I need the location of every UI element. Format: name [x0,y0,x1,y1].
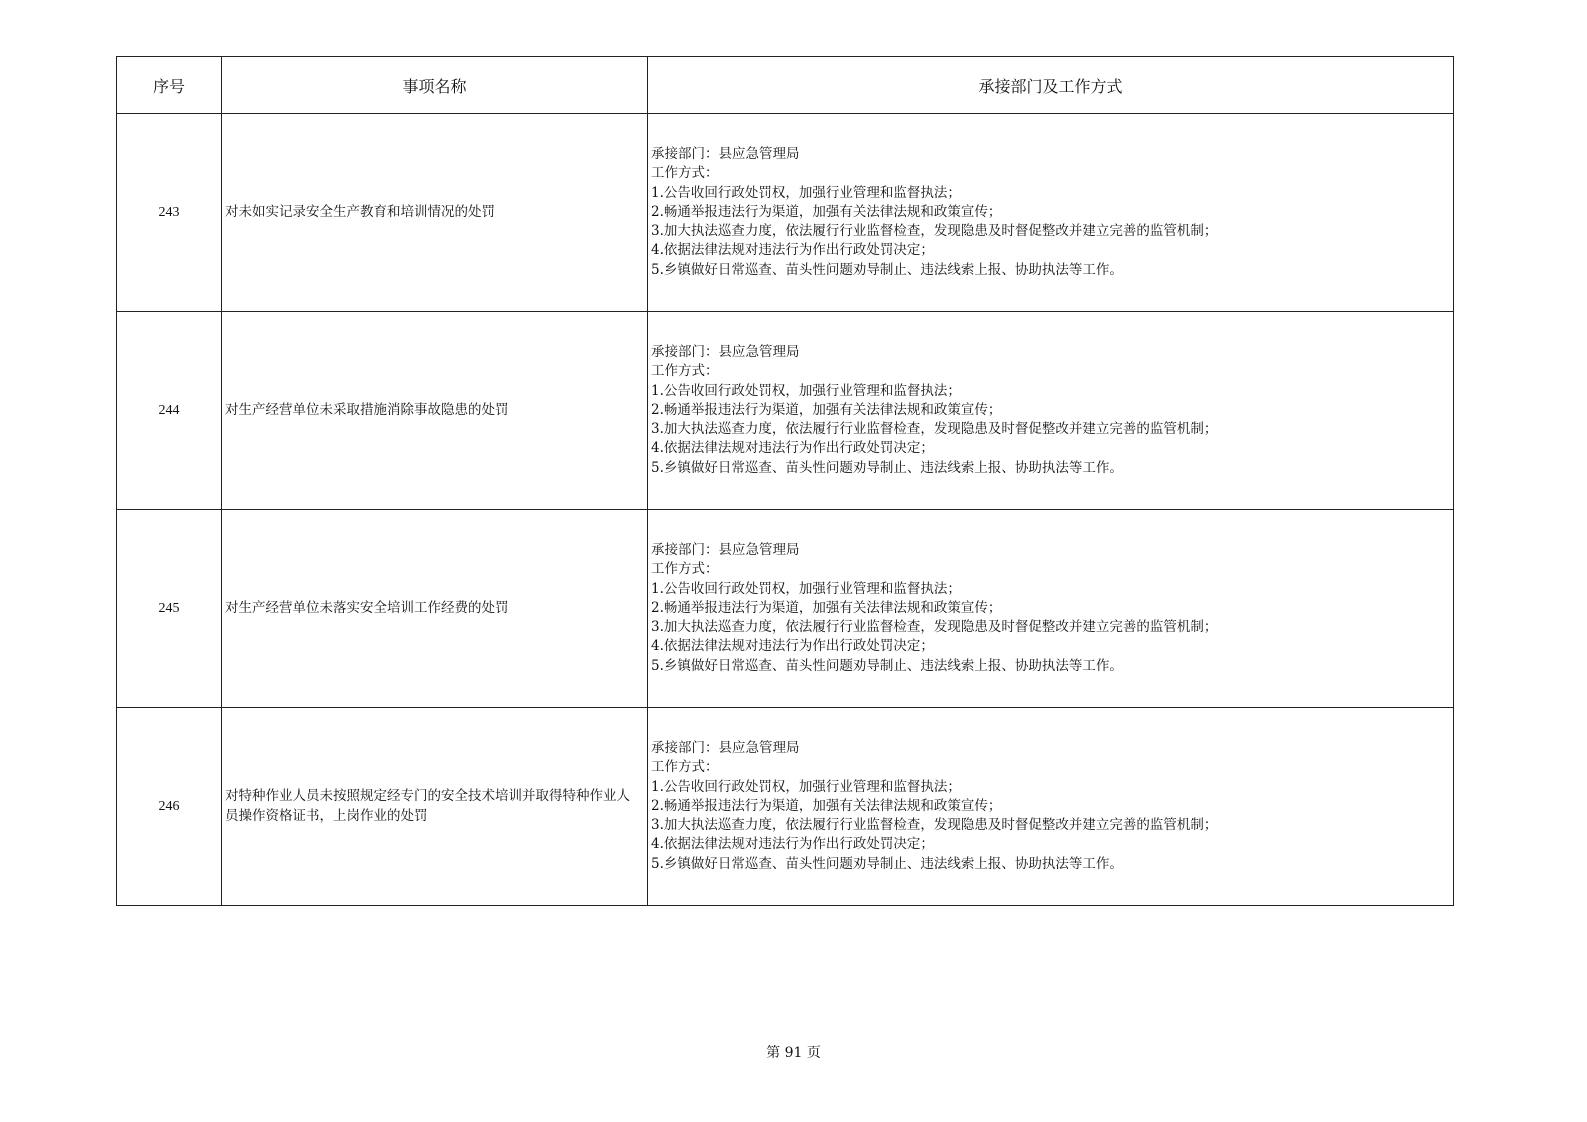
method-heading-line: 工作方式： [651,363,719,380]
row-item-name: 对生产经营单位未落实安全培训工作经费的处罚 [222,510,648,708]
row-serial-number: 244 [117,312,222,510]
method-step-5: 5.乡镇做好日常巡查、苗头性问题劝导制止、违法线索上报、协助执法等工作。 [651,657,1123,674]
method-step-2: 2.畅通举报违法行为渠道，加强有关法律法规和政策宣传； [651,203,1002,220]
method-step-5: 5.乡镇做好日常巡查、苗头性问题劝导制止、违法线索上报、协助执法等工作。 [651,855,1123,872]
method-step-2: 2.畅通举报违法行为渠道，加强有关法律法规和政策宣传； [651,401,1002,418]
method-heading-line: 工作方式： [651,165,719,182]
table-header-row [117,57,1454,114]
method-step-2: 2.畅通举报违法行为渠道，加强有关法律法规和政策宣传； [651,599,1002,616]
row-department-and-method [648,510,1454,708]
method-step-1: 1.公告收回行政处罚权，加强行业管理和监督执法； [651,382,961,399]
method-step-3: 3.加大执法巡查力度，依法履行行业监督检查，发现隐患及时督促整改并建立完善的监管机制； [651,223,1218,240]
table-row [117,708,1454,906]
method-step-1: 1.公告收回行政处罚权，加强行业管理和监督执法； [651,184,961,201]
row-serial-number: 243 [117,114,222,312]
method-heading-line: 工作方式： [651,561,719,578]
method-step-5: 5.乡镇做好日常巡查、苗头性问题劝导制止、违法线索上报、协助执法等工作。 [651,261,1123,278]
header-department-and-method: 承接部门及工作方式 [648,57,1454,114]
row-serial-number: 246 [117,708,222,906]
method-step-1: 1.公告收回行政处罚权，加强行业管理和监督执法； [651,580,961,597]
row-serial-number: 245 [117,510,222,708]
header-serial-number: 序号 [117,57,222,114]
page-number: 第 91 页 [766,1045,821,1061]
method-step-4: 4.依据法律法规对违法行为作出行政处罚决定； [651,836,934,853]
method-step-4: 4.依据法律法规对违法行为作出行政处罚决定； [651,440,934,457]
row-department-and-method [648,708,1454,906]
table-row [117,312,1454,510]
method-step-5: 5.乡镇做好日常巡查、苗头性问题劝导制止、违法线索上报、协助执法等工作。 [651,459,1123,476]
method-step-1: 1.公告收回行政处罚权，加强行业管理和监督执法； [651,778,961,795]
method-department-line: 承接部门：县应急管理局 [651,739,800,756]
row-item-name: 对未如实记录安全生产教育和培训情况的处罚 [222,114,648,312]
method-step-3: 3.加大执法巡查力度，依法履行行业监督检查，发现隐患及时督促整改并建立完善的监管机制； [651,421,1218,438]
table-row [117,114,1454,312]
table-row [117,510,1454,708]
header-item-name: 事项名称 [222,57,648,114]
row-item-name: 对特种作业人员未按照规定经专门的安全技术培训并取得特种作业人员操作资格证书，上岗作业的处罚 [222,708,648,906]
method-department-line: 承接部门：县应急管理局 [651,541,800,558]
method-step-3: 3.加大执法巡查力度，依法履行行业监督检查，发现隐患及时督促整改并建立完善的监管机制； [651,619,1218,636]
items-table [116,56,1454,906]
method-department-line: 承接部门：县应急管理局 [651,343,800,360]
method-step-2: 2.畅通举报违法行为渠道，加强有关法律法规和政策宣传； [651,797,1002,814]
row-department-and-method [648,114,1454,312]
row-department-and-method [648,312,1454,510]
method-step-4: 4.依据法律法规对违法行为作出行政处罚决定； [651,242,934,259]
method-step-3: 3.加大执法巡查力度，依法履行行业监督检查，发现隐患及时督促整改并建立完善的监管机制； [651,817,1218,834]
row-item-name: 对生产经营单位未采取措施消除事故隐患的处罚 [222,312,648,510]
method-step-4: 4.依据法律法规对违法行为作出行政处罚决定； [651,638,934,655]
method-department-line: 承接部门：县应急管理局 [651,145,800,162]
method-heading-line: 工作方式： [651,759,719,776]
